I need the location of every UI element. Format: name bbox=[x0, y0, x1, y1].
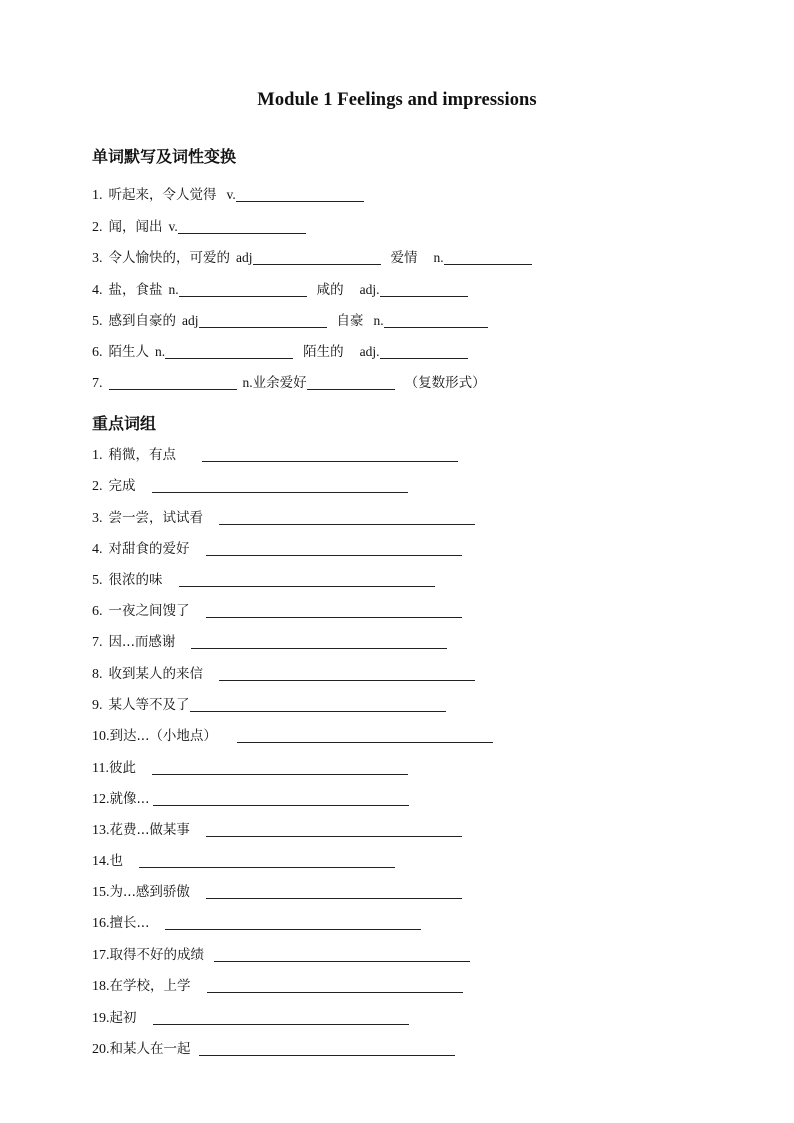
answer-blank-2[interactable] bbox=[380, 282, 468, 297]
answer-blank[interactable] bbox=[152, 478, 408, 493]
vocab-item-7 bbox=[92, 374, 486, 392]
item-number: 12. bbox=[92, 792, 110, 807]
item-prompt: 令人愉快的，可爱的 bbox=[108, 250, 230, 266]
answer-blank[interactable] bbox=[206, 884, 462, 899]
item-number: 10. bbox=[92, 729, 110, 744]
answer-blank[interactable] bbox=[253, 250, 381, 265]
phrase-item-18 bbox=[92, 977, 463, 995]
item-number: 8. bbox=[92, 667, 103, 682]
item-prompt: 因...而感谢 bbox=[108, 634, 176, 650]
part-of-speech: n. bbox=[168, 282, 179, 297]
answer-blank[interactable] bbox=[236, 187, 364, 202]
vocab-item-1 bbox=[92, 186, 364, 204]
part-of-speech: adj bbox=[182, 313, 199, 328]
item-number: 4. bbox=[92, 542, 103, 557]
section-heading-vocabulary: 单词默写及词性变换 bbox=[92, 147, 237, 166]
item-number: 6. bbox=[92, 604, 103, 619]
item-number: 9. bbox=[92, 698, 103, 713]
item-number: 7. bbox=[92, 376, 103, 391]
item-prompt-2: 自豪 bbox=[336, 313, 364, 329]
answer-blank-2[interactable] bbox=[307, 375, 395, 390]
part-of-speech: adj bbox=[236, 250, 253, 265]
item-prompt: 在学校，上学 bbox=[109, 978, 191, 994]
answer-blank[interactable] bbox=[109, 375, 237, 390]
item-prompt: 听起来，令人觉得 bbox=[108, 187, 217, 203]
answer-blank[interactable] bbox=[153, 791, 409, 806]
phrase-item-17 bbox=[92, 946, 470, 964]
part-of-speech-2: n. bbox=[433, 250, 444, 265]
phrase-item-9 bbox=[92, 696, 446, 714]
item-prompt: 也 bbox=[109, 853, 123, 869]
phrase-item-2 bbox=[92, 477, 408, 495]
item-prompt: 闻，闻出 bbox=[108, 219, 163, 235]
item-prompt: 尝一尝，试试看 bbox=[108, 510, 203, 526]
part-of-speech-2: n. bbox=[373, 313, 384, 328]
item-number: 18. bbox=[92, 979, 110, 994]
item-number: 13. bbox=[92, 823, 110, 838]
item-prompt-2: 爱情 bbox=[390, 250, 418, 266]
phrase-item-14 bbox=[92, 852, 395, 870]
phrase-item-16 bbox=[92, 914, 421, 932]
item-number: 2. bbox=[92, 479, 103, 494]
item-prompt-2: 咸的 bbox=[316, 282, 344, 298]
item-prompt: 起初 bbox=[109, 1010, 137, 1026]
item-number: 16. bbox=[92, 916, 110, 931]
item-number: 20. bbox=[92, 1042, 110, 1057]
vocab-item-4 bbox=[92, 281, 468, 299]
item-number: 14. bbox=[92, 854, 110, 869]
answer-blank[interactable] bbox=[153, 1010, 409, 1025]
item-prompt: 为...感到骄傲 bbox=[109, 884, 190, 900]
item-number: 3. bbox=[92, 251, 103, 266]
item-note: （复数形式） bbox=[404, 375, 486, 391]
item-prompt: 完成 bbox=[108, 478, 136, 494]
answer-blank[interactable] bbox=[199, 1041, 455, 1056]
part-of-speech-2: adj. bbox=[359, 344, 380, 359]
answer-blank[interactable] bbox=[191, 634, 447, 649]
vocab-item-5 bbox=[92, 312, 488, 330]
part-of-speech-2: adj. bbox=[359, 282, 380, 297]
item-number: 6. bbox=[92, 345, 103, 360]
phrase-item-4 bbox=[92, 540, 462, 558]
answer-blank[interactable] bbox=[206, 603, 462, 618]
part-of-speech: v. bbox=[226, 187, 236, 202]
answer-blank[interactable] bbox=[219, 666, 475, 681]
answer-blank[interactable] bbox=[179, 572, 435, 587]
item-prompt: 稍微，有点 bbox=[108, 447, 176, 463]
answer-blank-2[interactable] bbox=[444, 250, 532, 265]
phrase-item-3 bbox=[92, 509, 475, 527]
item-prompt: 花费...做某事 bbox=[109, 822, 190, 838]
answer-blank[interactable] bbox=[219, 510, 475, 525]
phrase-item-13 bbox=[92, 821, 462, 839]
part-of-speech: n. bbox=[242, 375, 253, 390]
answer-blank[interactable] bbox=[206, 541, 462, 556]
answer-blank[interactable] bbox=[237, 728, 493, 743]
phrase-item-15 bbox=[92, 883, 462, 901]
item-number: 11. bbox=[92, 761, 109, 776]
part-of-speech: v. bbox=[168, 219, 178, 234]
vocab-item-3 bbox=[92, 249, 532, 267]
section-heading-phrases: 重点词组 bbox=[92, 414, 157, 433]
answer-blank[interactable] bbox=[199, 313, 327, 328]
answer-blank[interactable] bbox=[152, 760, 408, 775]
item-number: 1. bbox=[92, 448, 103, 463]
item-prompt-2: 陌生的 bbox=[303, 344, 344, 360]
item-number: 2. bbox=[92, 220, 103, 235]
item-prompt: 业余爱好 bbox=[252, 375, 307, 391]
phrase-item-20 bbox=[92, 1040, 455, 1058]
item-prompt: 到达...（小地点） bbox=[109, 728, 217, 744]
answer-blank[interactable] bbox=[165, 915, 421, 930]
item-number: 19. bbox=[92, 1011, 110, 1026]
item-number: 7. bbox=[92, 635, 103, 650]
vocab-item-2 bbox=[92, 218, 306, 236]
item-prompt: 盐，食盐 bbox=[108, 282, 163, 298]
part-of-speech: n. bbox=[155, 344, 166, 359]
item-prompt: 就像... bbox=[109, 791, 150, 807]
item-number: 17. bbox=[92, 948, 110, 963]
answer-blank[interactable] bbox=[202, 447, 458, 462]
item-number: 5. bbox=[92, 314, 103, 329]
answer-blank[interactable] bbox=[165, 344, 293, 359]
answer-blank[interactable] bbox=[178, 219, 306, 234]
item-number: 5. bbox=[92, 573, 103, 588]
item-number: 15. bbox=[92, 885, 110, 900]
item-prompt: 彼此 bbox=[108, 760, 136, 776]
answer-blank-2[interactable] bbox=[380, 344, 468, 359]
item-prompt: 很浓的味 bbox=[108, 572, 163, 588]
item-prompt: 感到自豪的 bbox=[108, 313, 176, 329]
answer-blank[interactable] bbox=[207, 978, 463, 993]
item-prompt: 对甜食的爱好 bbox=[108, 541, 190, 557]
phrase-item-8 bbox=[92, 665, 475, 683]
answer-blank[interactable] bbox=[190, 697, 446, 712]
answer-blank[interactable] bbox=[214, 947, 470, 962]
phrase-item-11 bbox=[92, 759, 408, 777]
item-prompt: 取得不好的成绩 bbox=[109, 947, 204, 963]
item-number: 1. bbox=[92, 188, 103, 203]
item-prompt: 收到某人的来信 bbox=[108, 666, 203, 682]
phrase-item-12 bbox=[92, 790, 409, 808]
item-prompt: 一夜之间馊了 bbox=[108, 603, 190, 619]
item-prompt: 陌生人 bbox=[108, 344, 149, 360]
answer-blank[interactable] bbox=[139, 853, 395, 868]
answer-blank[interactable] bbox=[179, 282, 307, 297]
answer-blank[interactable] bbox=[206, 822, 462, 837]
phrase-item-6 bbox=[92, 602, 462, 620]
page-title: Module 1 Feelings and impressions bbox=[257, 90, 537, 110]
phrase-item-1 bbox=[92, 446, 458, 464]
item-prompt: 某人等不及了 bbox=[108, 697, 190, 713]
phrase-item-10 bbox=[92, 727, 493, 745]
item-number: 4. bbox=[92, 283, 103, 298]
item-prompt: 擅长... bbox=[109, 915, 150, 931]
phrase-item-7 bbox=[92, 633, 447, 651]
answer-blank-2[interactable] bbox=[384, 313, 488, 328]
item-prompt: 和某人在一起 bbox=[109, 1041, 191, 1057]
phrase-item-5 bbox=[92, 571, 435, 589]
vocab-item-6 bbox=[92, 343, 468, 361]
item-number: 3. bbox=[92, 511, 103, 526]
phrase-item-19 bbox=[92, 1009, 409, 1027]
